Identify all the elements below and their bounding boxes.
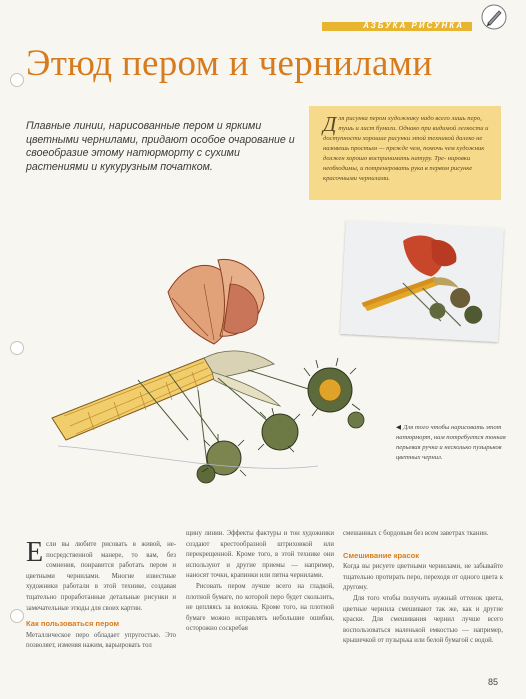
- subheading: Смешивание красок: [343, 550, 420, 560]
- caption-text: Для того чтобы нарисовать этот натюрморт, нам потребуется тонкая перьевая ручка и несколько пузырьков цветных чернил.: [396, 424, 506, 461]
- intro-text: Плавные линии, нарисованные пером и яркими цветными чернилами, придают особое очарование и своеобразие этому натюрморту с сухими растениями и кукурузным початком.: [26, 120, 295, 173]
- text-column-1: [26, 537, 176, 652]
- note-dropcap: Д: [323, 112, 337, 136]
- paragraph: сли вы любите рисовать в живой, не- посредственной манере, то вам, без сомнения, понравится работать пером и цветными чернилами. Многие известные художники работали в этой технике, создавая тщательно проработанные детальные рисунки и замечательные этюды для своих картин.: [26, 541, 176, 612]
- binder-hole: [10, 609, 24, 623]
- photo-caption: [396, 423, 508, 463]
- paragraph: Рисовать пером лучше всего на гладкой, плотной бумаге, по которой перо будет скользить, не цепляясь за волокна. Кроме того, на плотной бумаге можно исправлять небольшие ошибки, осторожно соскребая: [186, 582, 334, 633]
- note-text: ля рисунка пером художнику надо всего лишь перо, тушь и лист бумаги. Однако при видимой легкости и доступности хорошие рисунки этой техникой далеко не назовешь простым — прежде чем, помочь чем художник должен хорошо воспринимать натуру. Тре- нировки необходимы, и потренеровать рука в первом рисунке красочными чернилами.: [323, 115, 489, 182]
- paragraph: Металлическое перо обладает упругостью. Это позволяет, изменяя нажим, варьировать тол: [26, 631, 176, 650]
- binder-hole: [10, 73, 24, 87]
- section-label: АЗБУКА РИСУНКА: [363, 21, 464, 30]
- article-dropcap: Е: [26, 537, 44, 568]
- paragraph: смешанных с бордовым без всем заветрах тканин.: [343, 530, 489, 537]
- page-title: Этюд пером и чернилами: [26, 43, 433, 84]
- note-box: [309, 106, 501, 200]
- ink-drawing: [18, 240, 384, 512]
- paragraph: Для того чтобы получить нужный оттенок цвета, цветные чернила смешивают так же, как и другие краски. Для смешивания чернил лучше всего воспользоваться маленькой емкостью — например, крышечкой от пузырька или белой бумагой с водой.: [343, 594, 503, 645]
- section-header: [322, 12, 494, 34]
- caption-arrow-icon: ◀: [396, 424, 402, 431]
- paragraph: Когда вы рисуете цветными чернилами, не забывайте тщательно протирать перо, переходя от одного цвета к другому.: [343, 563, 503, 592]
- subheading: Как пользоваться пером: [26, 619, 120, 629]
- text-column-3: [343, 529, 503, 647]
- paragraph: щину линии. Эффекты фактуры и тон художники создают крестообразной штриховкой или перекрещенной. Кроме того, в этой технике они используют и другие приемы — например, наносят точки, крапинки или пятна чернилами.: [186, 530, 334, 580]
- page-number: 85: [488, 677, 499, 687]
- text-column-2: [186, 529, 334, 635]
- pencil-icon: [480, 4, 508, 30]
